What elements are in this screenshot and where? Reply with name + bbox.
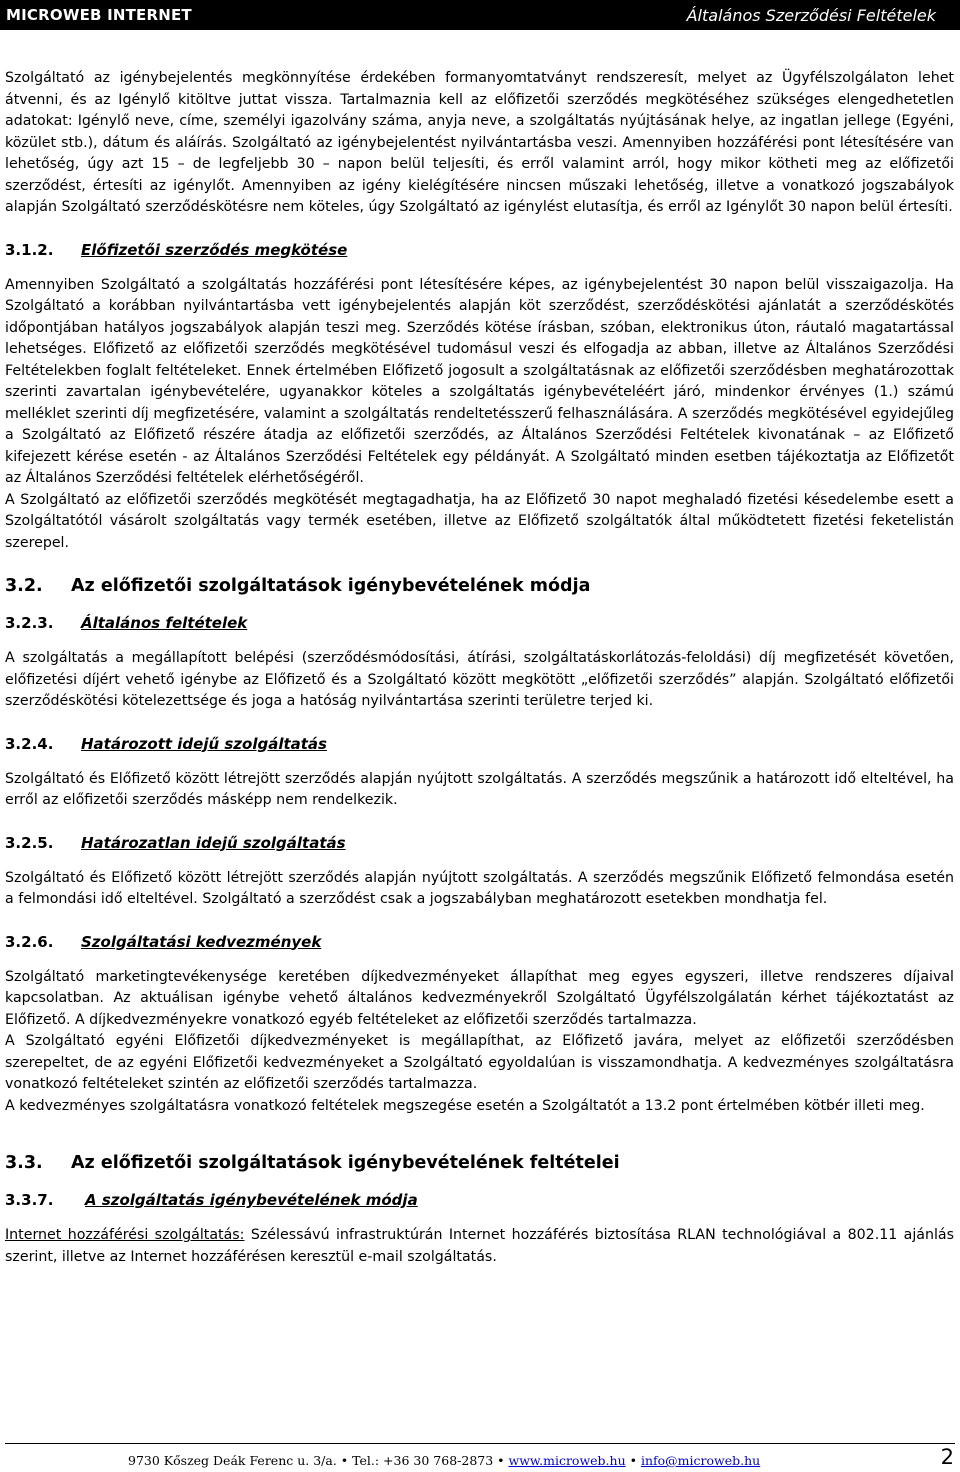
heading-3-3 <box>5 1151 954 1175</box>
paragraph-kotber: A kedvezményes szolgáltatásra vonatkozó feltételek megszegése esetén a Szolgáltatót a 13.2 pont értelmében kötbér illeti meg. <box>5 1097 925 1114</box>
section-title: Általános feltételek <box>81 614 248 632</box>
heading-3-2 <box>5 574 954 598</box>
footer-separator: • <box>625 1453 641 1468</box>
section-title: Szolgáltatási kedvezmények <box>81 932 322 951</box>
section-number: 3.3. <box>5 1153 43 1173</box>
company-name: MICROWEB INTERNET <box>6 6 192 24</box>
service-description: Szélessávú infrastruktúrán Internet hozzáférés biztosítása RLAN technológiával a 802.11 ajánlás szerint, illetve az Internet hozzáférésen keresztül e-mail szolgáltatás. <box>5 1227 954 1265</box>
paragraph-kedvezmenyek: Szolgáltató marketingtevékenysége keretében díjkedvezményeket állapíthat meg egyes egyszeri, illetve rendszeres díjaival kapcsolatban. Az aktuálisan igénybe vehető általános kedvezményekről Szolgáltató Ügyfélszolgálatán kérhet tájékoztatást az Előfizető. A díjkedvezményekre vonatkozó egyéb feltételeket az előfizetői szerződés tartalmazza. <box>5 968 954 1028</box>
paragraph-altalanos-feltetelek: A szolgáltatás a megállapított belépési (szerződésmódosítási, átírási, szolgáltatáskorlátozás-feloldási) díj megfizetését követően, előfizetési díjért vehető igénybe az Előfizető és a Szolgáltató között megkötött „előfizetői szerződés” alapján. Szolgáltató előfizetői szerződéskötési kötelezettsége és joga a hatóság nyilvántartása szerinti területre terjed ki. <box>5 650 954 709</box>
section-title: Határozatlan idejű szolgáltatás <box>81 833 346 852</box>
heading-3-3-7 <box>5 1189 954 1211</box>
page-content <box>5 68 954 1268</box>
paragraph-igenybejelentes: Szolgáltató az igénybejelentés megkönnyítése érdekében formanyomtatványt rendszeresít, melyet az Ügyfélszolgálaton lehet átvenni, és az Igénylő kitöltve juttat vissza. Tartalmaznia kell az előfizetői szerződés megkötéséhez szükséges elengedhetetlen adatokat: Igénylő neve, címe, személyi igazolvány száma, anyja neve, a szolgáltatás nyújtásának helye, az ingatlan jellege (Egyéni, közület stb.), dátum és aláírás. Szolgáltató az igénybejelentést nyilvántartásba veszi. Amennyiben hozzáférési pont létesítésére van lehetőség, úgy azt 15 – de legfeljebb 30 – napon belül teljesíti, és erről valamint arról, hogy mikor kötheti meg az előfizetői szerződést, értesíti az igénylőt. Amennyiben az igény kielégítésére nincsen műszaki lehetőség, illetve a vonatkozó jogszabályok alapján Szolgáltató szerződéskötésre nem köteles, úgy Szolgáltató az igénylést elutasítja, és erről az Igénylőt 30 napon belül értesíti. <box>5 70 954 215</box>
paragraph-megtagadas: A Szolgáltató az előfizetői szerződés megkötését megtagadhatja, ha az Előfizető 30 napot meghaladó fizetési késedelembe esett a Szolgáltatótól vásárolt szolgáltatás vagy termék esetében, illetve az Előfizető szolgáltatók által működtetett fizetési feketelistán szerepel. <box>5 491 954 551</box>
heading-3-2-4 <box>5 733 954 755</box>
heading-3-2-3 <box>5 612 954 634</box>
section-number: 3.2.4. <box>5 734 54 753</box>
document-title: Általános Szerződési Feltételek <box>686 5 936 25</box>
footer-contact <box>128 1453 760 1468</box>
heading-3-1-2 <box>5 239 954 261</box>
paragraph-internet-szolgaltatas <box>5 1225 954 1268</box>
website-link[interactable]: www.microweb.hu <box>508 1453 626 1468</box>
heading-3-2-6 <box>5 931 954 953</box>
section-title: Az előfizetői szolgáltatások igénybevételének módja <box>71 576 591 596</box>
section-title: Az előfizetői szolgáltatások igénybevételének feltételei <box>71 1153 620 1173</box>
section-number: 3.2.5. <box>5 833 54 852</box>
section-title: Határozott idejű szolgáltatás <box>81 734 327 753</box>
page-header <box>0 0 960 30</box>
section-number: 3.3.7. <box>5 1191 54 1209</box>
paragraph-hatarozott-ideju: Szolgáltató és Előfizető között létrejött szerződés alapján nyújtott szolgáltatás. A szerződés megszűnik a határozott idő elteltével, ha erről az előfizetői szerződés másképp nem rendelkezik. <box>5 770 954 808</box>
service-label: Internet hozzáférési szolgáltatás: <box>5 1227 245 1243</box>
paragraph-hatarozatlan-ideju: Szolgáltató és Előfizető között létrejött szerződés alapján nyújtott szolgáltatás. A szerződés megszűnik Előfizető felmondása esetén a felmondási idő elteltével. Szolgáltató a szerződést csak a jogszabályban meghatározott esetekben mondhatja fel. <box>5 869 954 907</box>
footer-divider <box>5 1443 955 1444</box>
section-number: 3.2. <box>5 576 43 596</box>
section-title: A szolgáltatás igénybevételének módja <box>85 1191 418 1209</box>
section-number: 3.2.6. <box>5 932 54 951</box>
page-footer <box>0 1445 960 1471</box>
section-number: 3.2.3. <box>5 614 54 632</box>
page-number: 2 <box>940 1445 954 1469</box>
paragraph-egyeni-kedvezmenyek: A Szolgáltató egyéni Előfizetői díjkedvezményeket is megállapíthat, az Előfizető javára, melyet az előfizetői szerződésben szerepeltet, de az egyéni Előfizetői kedvezményeket a Szolgáltató egyoldalúan is visszamondhatja. A kedvezményes szolgáltatásra vonatkozó feltételeket szintén az előfizetői szerződés tartalmazza. <box>5 1033 954 1092</box>
paragraph-szerzodes-megkotese: Amennyiben Szolgáltató a szolgáltatás hozzáférési pont létesítésére képes, az igénybejelentést 30 napon belül visszaigazolja. Ha Szolgáltató a korábban nyilvántartásba vett igénybejelentés alapján köt szerződést, szerződéskötési ajánlatát a szerződéskötés időpontjában hatályos jogszabályok alapján teszi meg. Szerződés kötése írásban, szóban, elektronikus úton, ráutaló magatartással lehetséges. Előfizető az előfizetői szerződés megkötésével tudomásul veszi és elfogadja az abban, illetve az Általános Szerződési Feltételekben foglalt feltételeket. Ennek értelmében Előfizető jogosult a szolgáltatásnak az előfizetői szerződésben meghatározottak szerinti zavartalan igénybevételére, ugyanakkor köteles a szolgáltatás igénybevételéért járó, mindenkor érvényes (1.) számú melléklet szerinti díj megfizetésére, valamint a szolgáltatás rendeltetésszerű felhasználására. A szerződés megkötésével egyidejűleg a Szolgáltató az Előfizető részére átadja az előfizetői szerződés, az Általános Szerződési Feltételek kivonatának – az Előfizető kifejezett kérése esetén - az Általános Szerződési Feltételek egy példányát. A Szolgáltató minden esetben tájékoztatja az Előfizetőt az Általános Szerződési feltételek elérhetőségéről. <box>5 276 954 486</box>
section-title: Előfizetői szerződés megkötése <box>81 240 348 259</box>
heading-3-2-5 <box>5 832 954 854</box>
email-link[interactable]: info@microweb.hu <box>640 1453 761 1468</box>
section-number: 3.1.2. <box>5 240 54 259</box>
footer-address: 9730 Kőszeg Deák Ferenc u. 3/a. • Tel.: +36 30 768-2873 • <box>128 1453 509 1468</box>
